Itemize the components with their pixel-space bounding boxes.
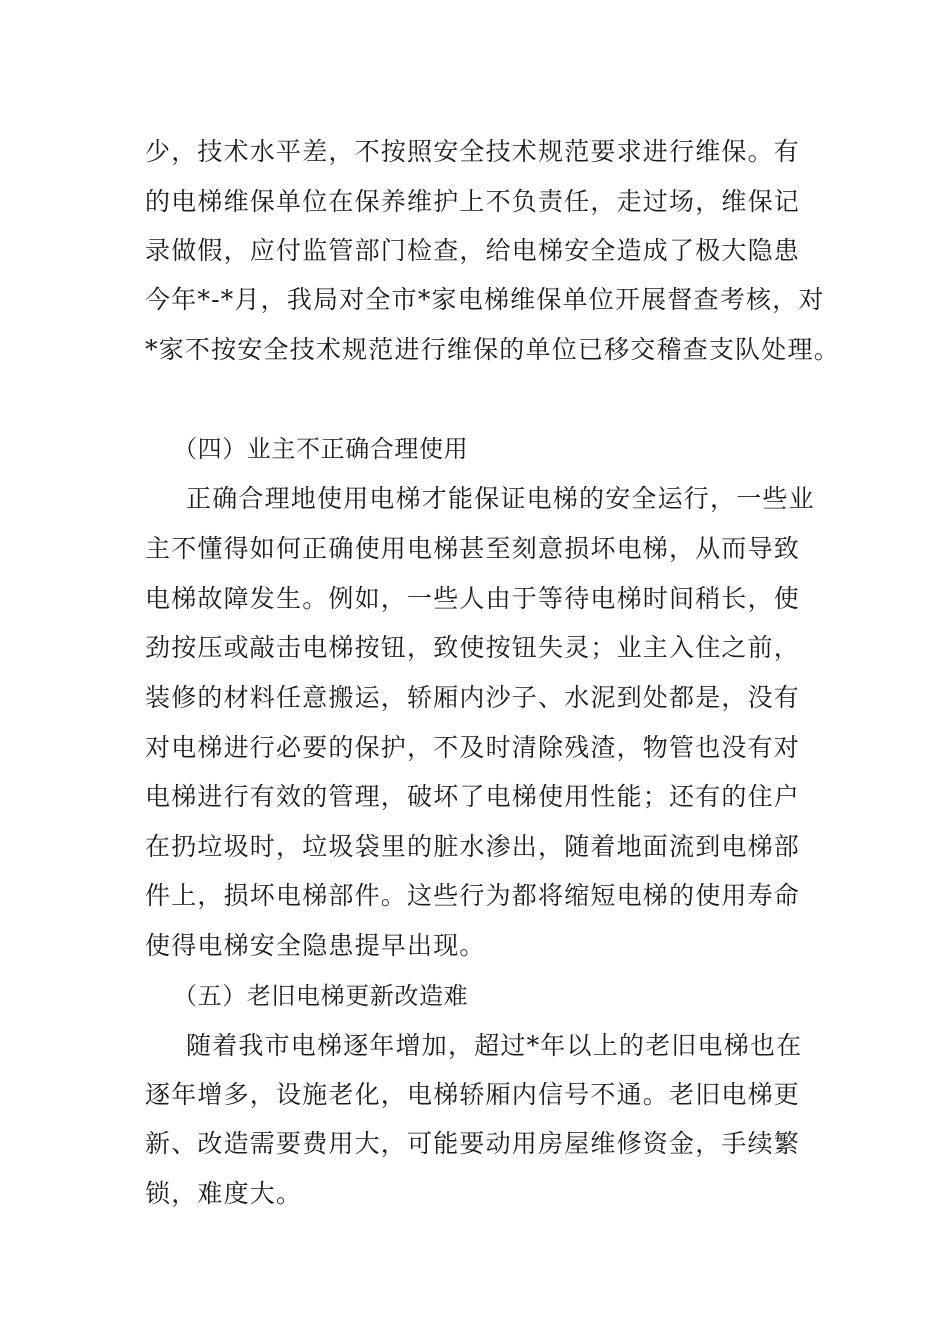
section-heading-4: （四）业主不正确合理使用	[173, 435, 469, 463]
body-text-line: 使得电梯安全隐患提早出现。	[145, 931, 486, 960]
body-text-line: 对电梯进行必要的保护，不及时清除残渣，物管也没有对	[145, 733, 801, 762]
body-text-line: 锁，难度大。	[145, 1179, 303, 1208]
body-text-line: 正确合理地使用电梯才能保证电梯的安全运行，一些业	[186, 484, 815, 513]
body-text-line: 装修的材料任意搬运，轿厢内沙子、水泥到处都是，没有	[145, 683, 801, 712]
body-text-line: 逐年增多，设施老化，电梯轿厢内信号不通。老旧电梯更	[145, 1080, 801, 1109]
section-heading-5: （五）老旧电梯更新改造难	[173, 982, 469, 1010]
body-text-line: 今年*-*月，我局对全市*家电梯维保单位开展督查考核，对	[145, 285, 825, 314]
body-text-line: 件上，损坏电梯部件。这些行为都将缩短电梯的使用寿命	[145, 881, 801, 910]
body-text-line: 电梯故障发生。例如，一些人由于等待电梯时间稍长，使	[145, 584, 801, 613]
body-text-line: 劲按压或敲击电梯按钮，致使按钮失灵；业主入住之前，	[145, 633, 801, 662]
body-text-line: 新、改造需要费用大，可能要动用房屋维修资金，手续繁	[145, 1129, 801, 1158]
body-text-line: 在扔垃圾时，垃圾袋里的脏水渗出，随着地面流到电梯部	[145, 832, 801, 861]
body-text-line: 主不懂得如何正确使用电梯甚至刻意损坏电梯，从而导致	[145, 534, 801, 563]
body-text-line: 录做假，应付监管部门检查，给电梯安全造成了极大隐患	[145, 236, 801, 265]
body-text-line: 电梯进行有效的管理，破坏了电梯使用性能；还有的住户	[145, 782, 801, 811]
body-text-line: 的电梯维保单位在保养维护上不负责任，走过场，维保记	[145, 187, 801, 216]
body-text-line: *家不按安全技术规范进行维保的单位已移交稽查支队处理。	[145, 335, 840, 364]
body-text-line: 少，技术水平差，不按照安全技术规范要求进行维保。有	[145, 137, 801, 166]
body-text-line: 随着我市电梯逐年增加，超过*年以上的老旧电梯也在	[186, 1031, 803, 1060]
